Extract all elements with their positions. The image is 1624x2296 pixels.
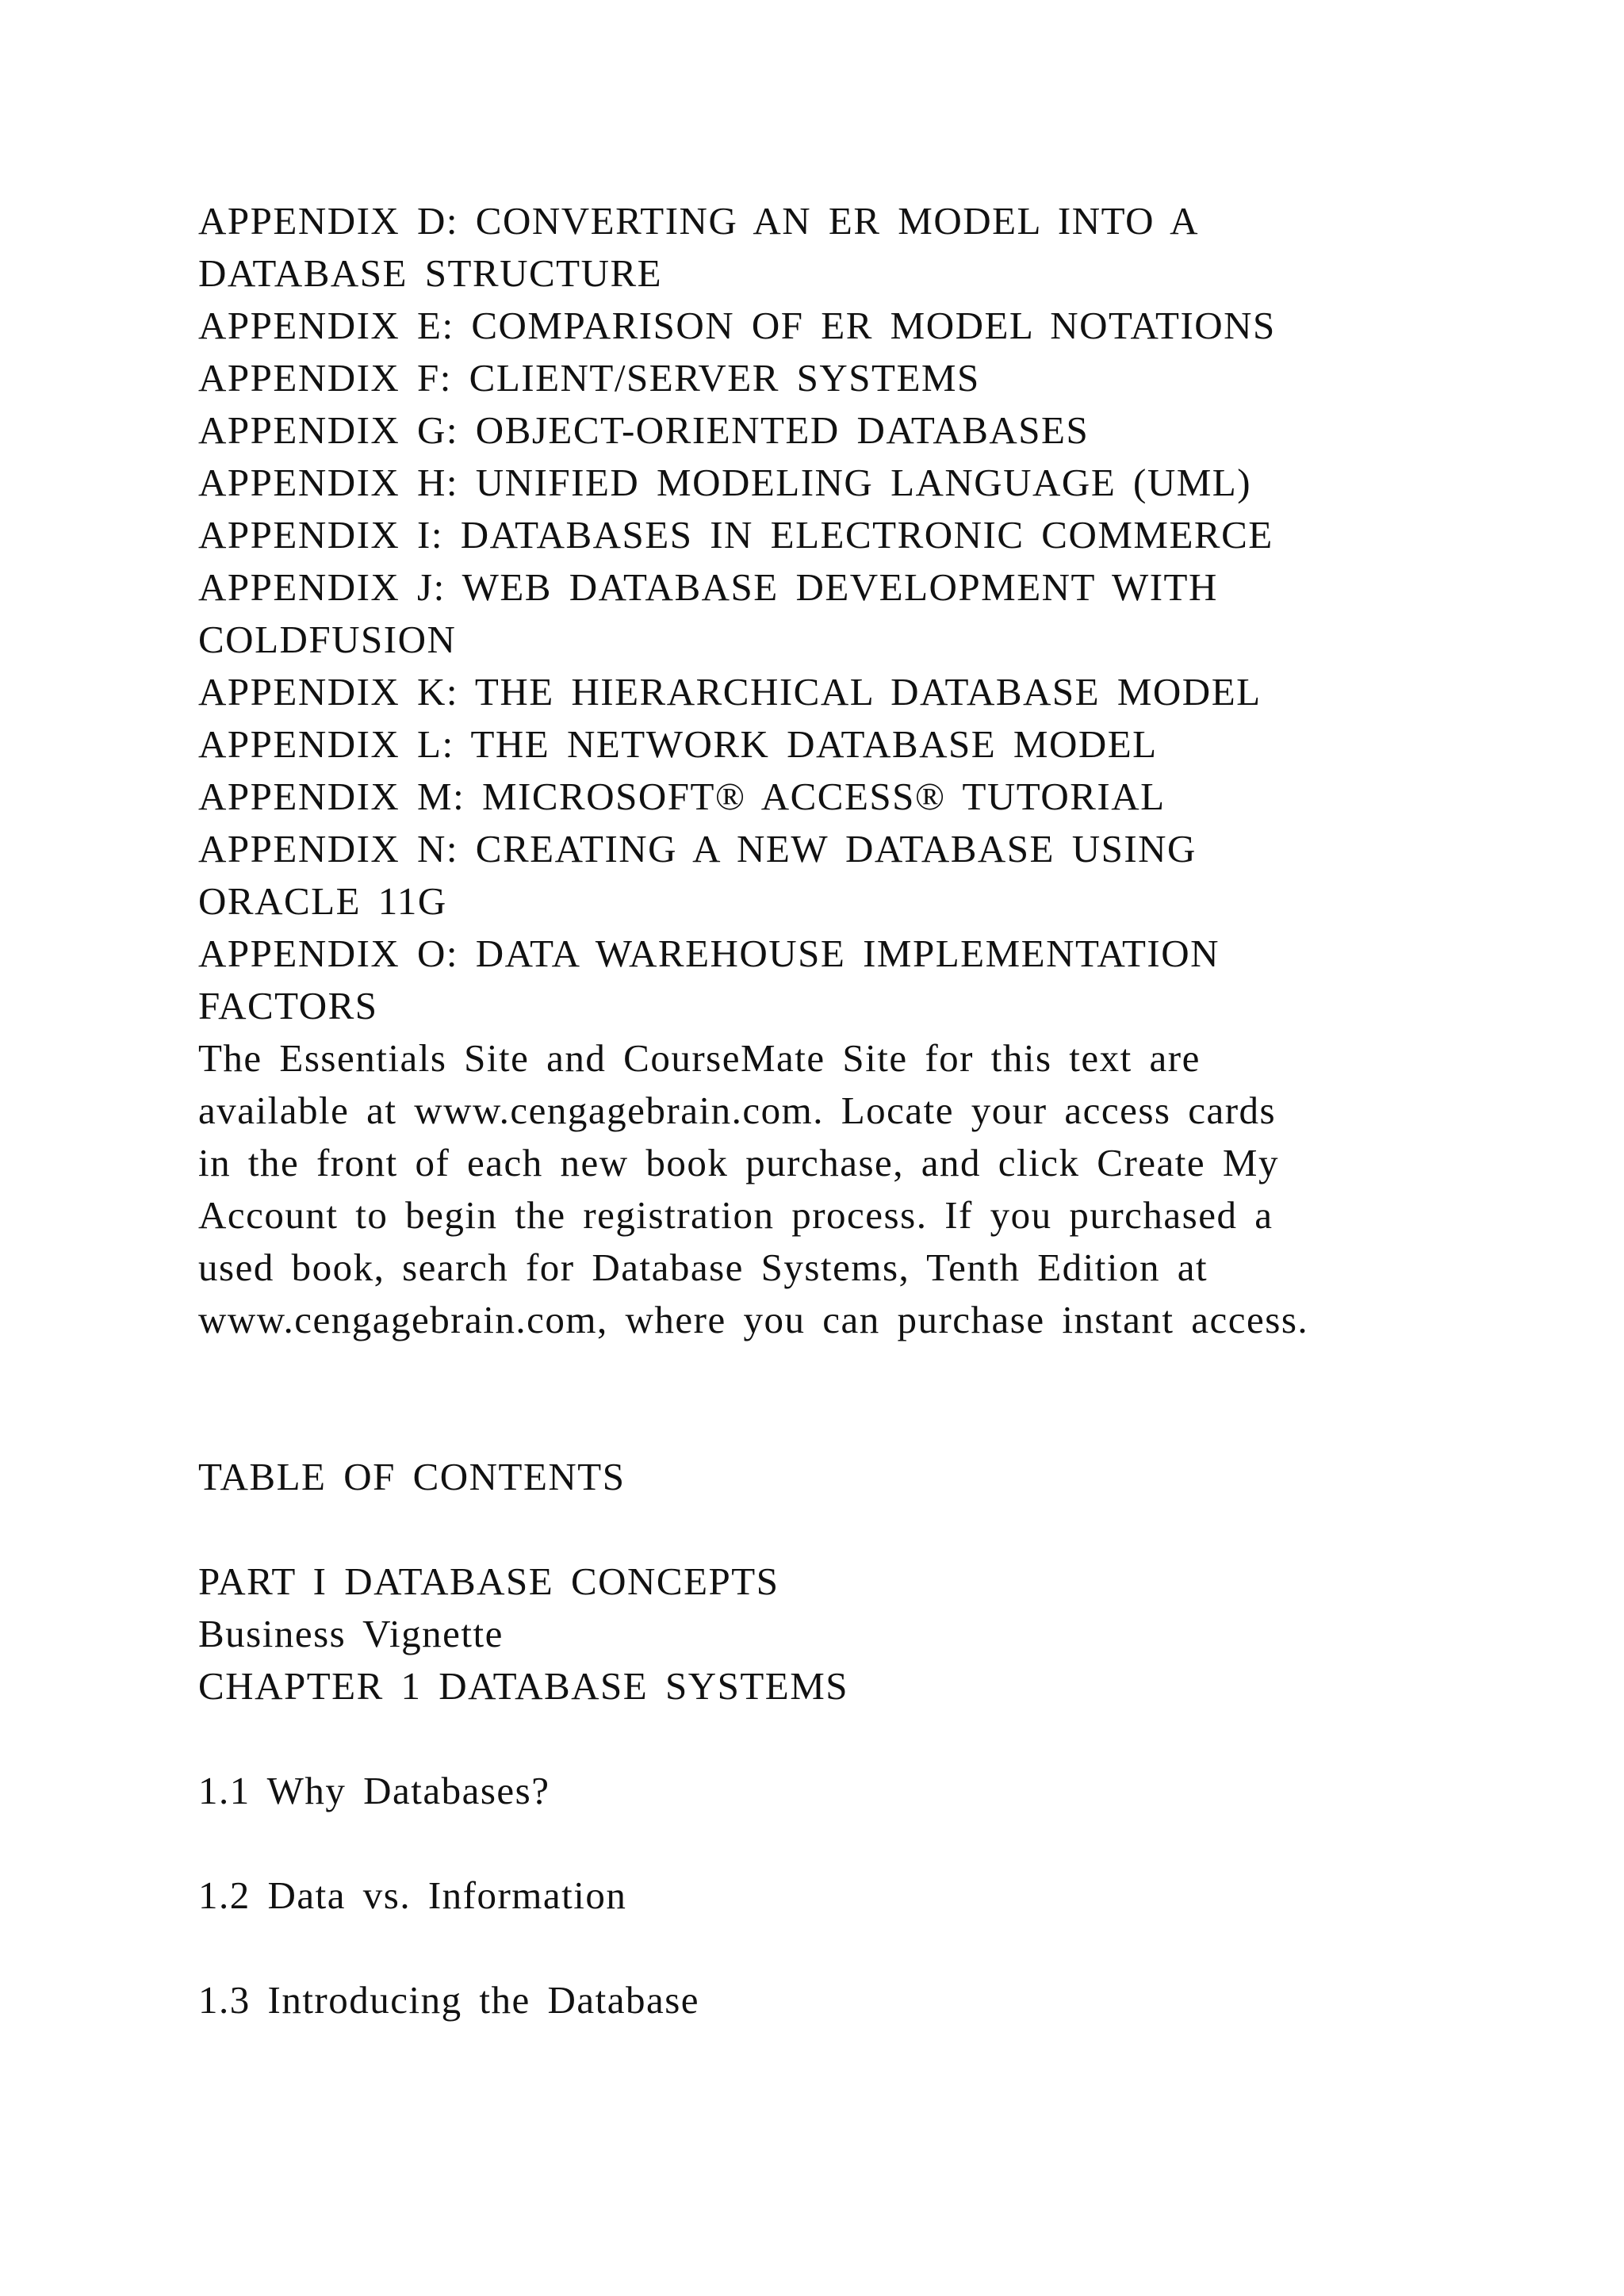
spacer — [198, 1922, 1467, 1974]
spacer — [198, 1712, 1467, 1765]
paragraph-line: Account to begin the registration process. If you purchased a — [198, 1193, 1274, 1237]
paragraph-line: The Essentials Site and CourseMate Site for this text are — [198, 1036, 1201, 1080]
section-entry: 1.2 Data vs. Information — [198, 1873, 627, 1917]
spacer — [198, 1503, 1467, 1556]
appendix-line: DATABASE STRUCTURE — [198, 251, 663, 295]
spacer — [198, 1399, 1467, 1451]
paragraph-line: used book, search for Database Systems, Tenth Edition at — [198, 1246, 1208, 1289]
chapter-title: CHAPTER 1 DATABASE SYSTEMS — [198, 1664, 849, 1708]
appendix-line: COLDFUSION — [198, 618, 457, 661]
section-entry: 1.3 Introducing the Database — [198, 1978, 700, 2022]
appendix-line: APPENDIX J: WEB DATABASE DEVELOPMENT WITH — [198, 565, 1218, 609]
paragraph-line: in the front of each new book purchase, and click Create My — [198, 1141, 1279, 1184]
paragraph-line: available at www.cengagebrain.com. Locate your access cards — [198, 1089, 1277, 1132]
appendix-line: APPENDIX F: CLIENT/SERVER SYSTEMS — [198, 356, 980, 400]
appendix-list — [198, 195, 1467, 1032]
toc-heading: TABLE OF CONTENTS — [198, 1455, 626, 1498]
appendix-line: APPENDIX O: DATA WAREHOUSE IMPLEMENTATION — [198, 932, 1220, 975]
appendix-line: APPENDIX L: THE NETWORK DATABASE MODEL — [198, 722, 1158, 766]
document-text — [198, 195, 1467, 2026]
spacer — [198, 1817, 1467, 1869]
paragraph-line: www.cengagebrain.com, where you can purchase instant access. — [198, 1298, 1309, 1341]
access-paragraph — [198, 1032, 1467, 1346]
appendix-line: FACTORS — [198, 984, 378, 1027]
appendix-line: APPENDIX I: DATABASES IN ELECTRONIC COMMERCE — [198, 513, 1274, 557]
table-of-contents — [198, 1451, 1467, 2026]
vignette-entry: Business Vignette — [198, 1612, 504, 1655]
appendix-line: APPENDIX K: THE HIERARCHICAL DATABASE MODEL — [198, 670, 1262, 714]
appendix-line: ORACLE 11G — [198, 879, 447, 923]
appendix-line: APPENDIX D: CONVERTING AN ER MODEL INTO A — [198, 199, 1199, 243]
appendix-line: APPENDIX G: OBJECT-ORIENTED DATABASES — [198, 408, 1090, 452]
appendix-line: APPENDIX E: COMPARISON OF ER MODEL NOTATIONS — [198, 304, 1276, 347]
spacer — [198, 1346, 1467, 1399]
appendix-line: APPENDIX H: UNIFIED MODELING LANGUAGE (UML) — [198, 461, 1252, 504]
appendix-line: APPENDIX N: CREATING A NEW DATABASE USING — [198, 827, 1197, 871]
appendix-line: APPENDIX M: MICROSOFT® ACCESS® TUTORIAL — [198, 775, 1166, 818]
part-title: PART I DATABASE CONCEPTS — [198, 1559, 779, 1603]
section-entry: 1.1 Why Databases? — [198, 1769, 550, 1812]
